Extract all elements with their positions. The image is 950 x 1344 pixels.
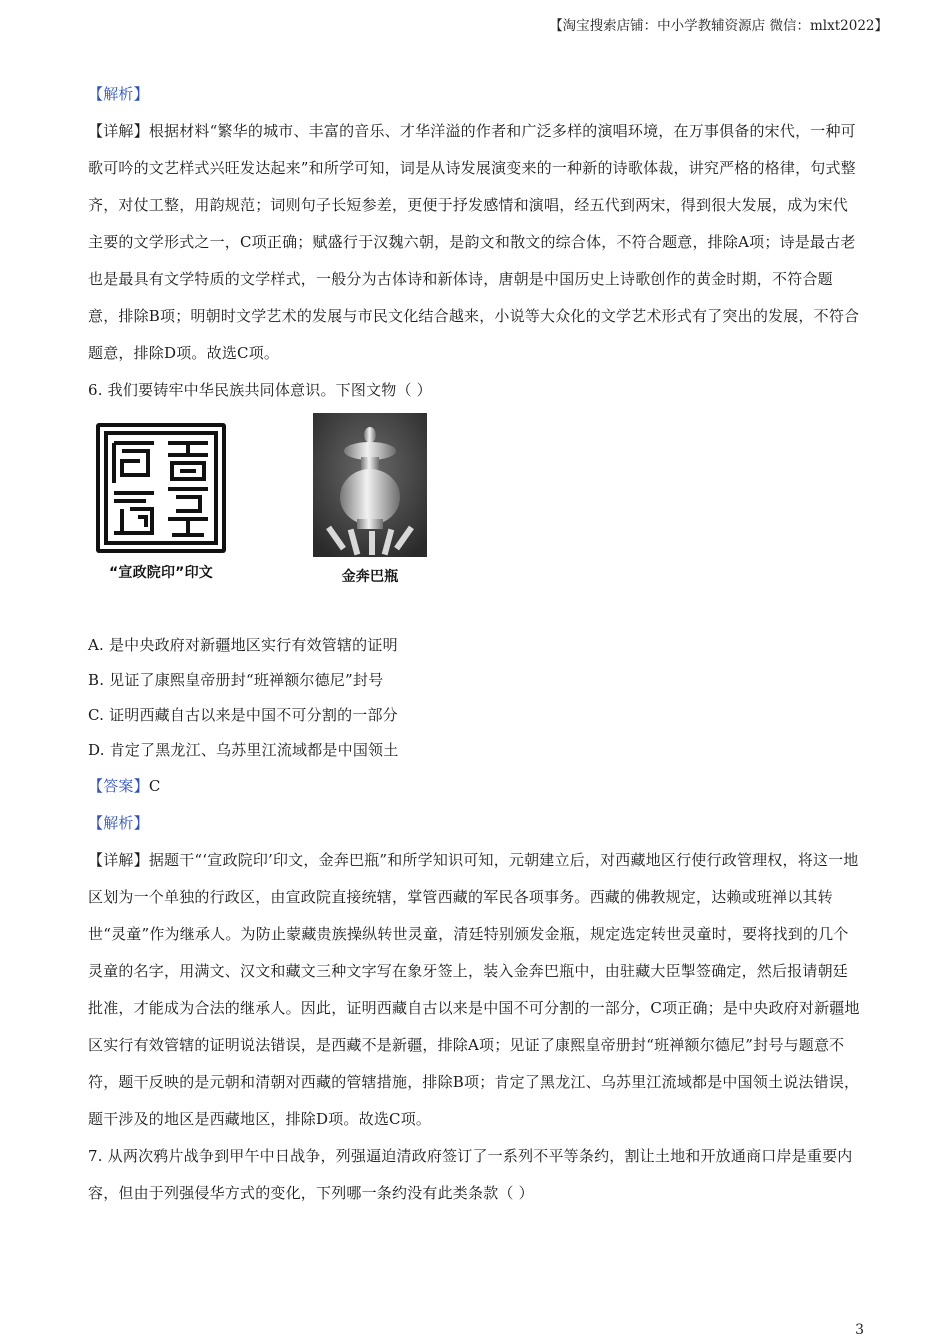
detail-tag: 【详解】 xyxy=(88,122,149,140)
q6-answer xyxy=(88,768,863,805)
q6-analysis-label xyxy=(88,805,863,842)
q6-figures xyxy=(88,413,863,628)
answer-tag: 【答案】 xyxy=(88,777,149,795)
q6-detail-paragraph xyxy=(88,842,863,1138)
seal-caption: “宣政院印”印文 xyxy=(108,565,213,581)
page-number: 3 xyxy=(855,1322,864,1338)
answer-value: C xyxy=(148,777,161,795)
seal-figure xyxy=(92,413,230,583)
q6-stem: 6. 我们要铸牢中华民族共同体意识。下图文物（ ） xyxy=(88,381,432,399)
q6-detail-text: 据题干“‘宣政院印’印文，金奔巴瓶”和所学知识可知，元朝建立后，对西藏地区行使行政管理权，将这一地区划为一个单独的行政区，由宣政院直接统辖，掌管西藏的军民各项事务。西藏的佛教规定，达赖或班禅以其转世“灵童”作为继承人。为防止蒙藏贵族操纵转世灵童，清廷特别颁发金瓶，规定选定转世灵童时，要将找到的几个灵童的名字，用满文、汉文和藏文三种文字写在象牙签上，装入金奔巴瓶中，由驻藏大臣掣签确定，然后报请朝廷批准，才能成为合法的继承人。因此，证明西藏自古以来是中国不可分割的一部分，C项正确；是中央政府对新疆地区实行有效管辖的证明说法错误，是西藏不是新疆，排除A项；见证了康熙皇帝册封“班禅额尔德尼”封号与题意不符，题干反映的是元朝和清朝对西藏的管辖措施，排除B项；肯定了黑龙江、乌苏里江流域都是中国领土说法错误，题干涉及的地区是西藏地区，排除D项。故选C项。 xyxy=(88,851,860,1128)
analysis-tag: 【解析】 xyxy=(88,814,149,832)
analysis-tag: 【解析】 xyxy=(88,85,149,103)
vase-caption: 金奔巴瓶 xyxy=(341,569,399,585)
q5-detail-paragraph xyxy=(88,113,863,372)
document-body xyxy=(88,76,863,1212)
vase-image xyxy=(313,413,427,557)
page-header: 【淘宝搜索店铺：中小学教辅资源店 微信：mlxt2022】 xyxy=(549,18,888,34)
q7-stem: 7. 从两次鸦片战争到甲午中日战争，列强逼迫清政府签订了一系列不平等条约，割让土地和开放通商口岸是重要内容，但由于列强侵华方式的变化，下列哪一条约没有此类条款（ ） xyxy=(88,1147,853,1202)
q6-option-c: C. 证明西藏自古以来是中国不可分割的一部分 xyxy=(88,706,398,724)
q6-option-a: A. 是中央政府对新疆地区实行有效管辖的证明 xyxy=(88,636,398,654)
q5-detail-text: 根据材料“繁华的城市、丰富的音乐、才华洋溢的作者和广泛多样的演唱环境，在万事俱备的宋代，一种可歌可吟的文艺样式兴旺发达起来”和所学可知，词是从诗发展演变来的一种新的诗歌体裁，讲究严格的格律，句式整齐，对仗工整，用韵规范；词则句子长短参差，更便于抒发感情和演唱，经五代到两宋，得到很大发展，成为宋代主要的文学形式之一，C项正确；赋盛行于汉魏六朝，是韵文和散文的综合体，不符合题意，排除A项；诗是最古老也是最具有文学特质的文学样式，一般分为古体诗和新体诗，唐朝是中国历史上诗歌创作的黄金时期，不符合题意，排除B项；明朝时文学艺术的发展与市民文化结合越来，小说等大众化的文学艺术形式有了突出的发展，不符合题意，排除D项。故选C项。 xyxy=(88,122,860,362)
detail-tag: 【详解】 xyxy=(88,851,149,869)
seal-image xyxy=(96,423,226,553)
q6-option-b: B. 见证了康熙皇帝册封“班禅额尔德尼”封号 xyxy=(88,671,384,689)
q5-analysis-label xyxy=(88,76,863,113)
q6-option-d: D. 肯定了黑龙江、乌苏里江流域都是中国领土 xyxy=(88,741,399,759)
vase-figure xyxy=(304,413,436,587)
